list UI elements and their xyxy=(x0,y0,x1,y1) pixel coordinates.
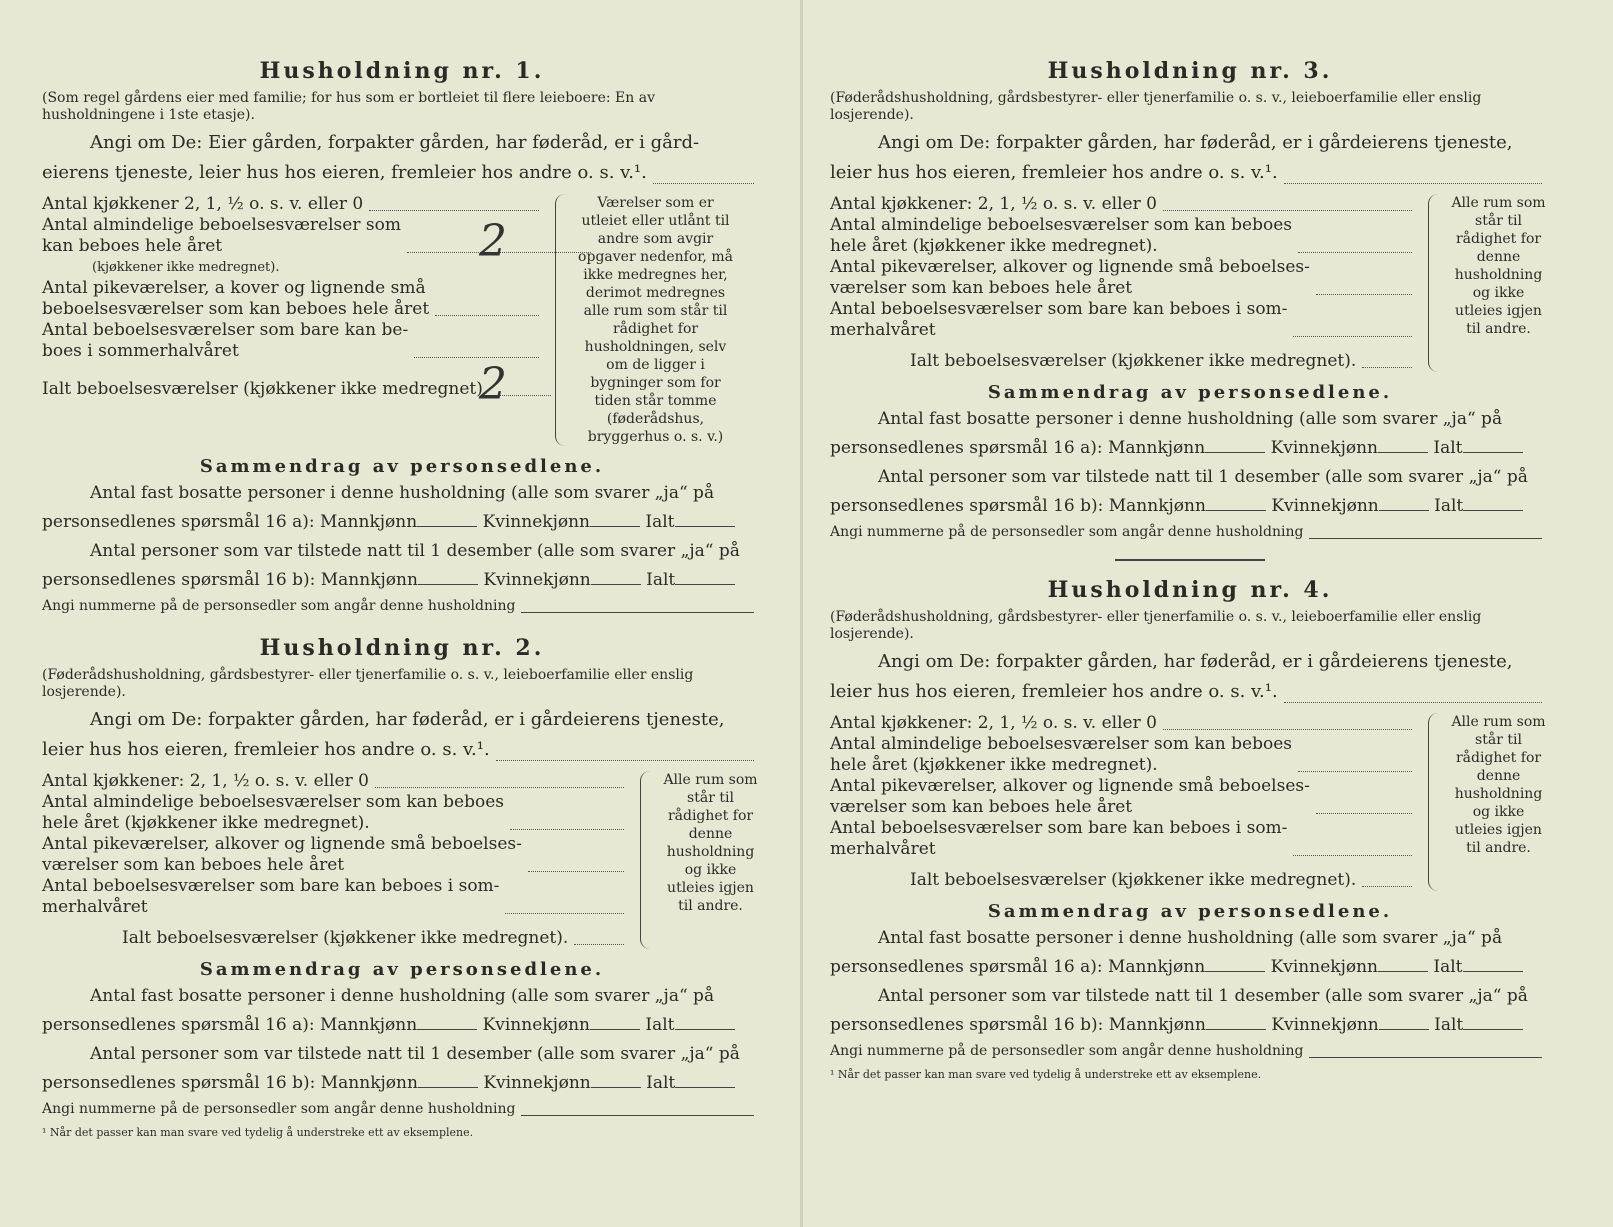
hh3-q2-male-field[interactable] xyxy=(1206,496,1266,511)
hh2-q2-male-field[interactable] xyxy=(418,1073,478,1088)
hh3-q1-male-field[interactable] xyxy=(1205,438,1265,453)
hh3-q2-female-field[interactable] xyxy=(1379,496,1429,511)
hh3-q1-total-label: Ialt xyxy=(1433,438,1463,458)
hh4-row-total-rooms: Ialt beboelsesværelser (kjøkkener ikke medregnet). xyxy=(910,870,1357,890)
hh1-q1-total-field[interactable] xyxy=(675,512,735,527)
hh2-q2-prefix: personsedlenes spørsmål 16 b): Mannkjønn xyxy=(42,1073,418,1093)
household-1-note: (Som regel gårdens eier med familie; for hus som er bortleiet til flere leieboere: En av husholdningene i 1ste etasje). xyxy=(42,90,655,123)
household-3-note: (Føderådshusholdning, gårdsbestyrer- eller tjenerfamilie o. s. v., leieboerfamilie eller enslig losjerende). xyxy=(830,90,1482,123)
hh3-numbers-label: Angi nummerne på de personsedler som angår denne husholdning xyxy=(830,524,1304,540)
hh3-q2-female-label: Kvinnekjønn xyxy=(1271,496,1379,516)
hh3-summer-rooms-field[interactable] xyxy=(1293,335,1412,337)
hh1-maid-rooms-field[interactable] xyxy=(435,314,539,316)
hh4-q1-total-label: Ialt xyxy=(1433,957,1463,977)
hh3-q2-prefix: personsedlenes spørsmål 16 b): Mannkjønn xyxy=(830,496,1206,516)
household-2-note: (Føderådshusholdning, gårdsbestyrer- eller tjenerfamilie o. s. v., leieboerfamilie eller enslig losjerende). xyxy=(42,667,694,700)
household-3 xyxy=(830,58,1550,543)
household-1-rooms xyxy=(42,194,762,446)
right-footnote: ¹ Når det passer kan man svare ved tydelig å understreke ett av eksemplene. xyxy=(830,1068,1262,1081)
hh3-q1-total-field[interactable] xyxy=(1463,438,1523,453)
hh4-q2-total-field[interactable] xyxy=(1463,1015,1523,1030)
hh2-summary-title: Sammendrag av personsedlene. xyxy=(199,959,605,980)
hh2-numbers-label: Angi nummerne på de personsedler som angår denne husholdning xyxy=(42,1101,516,1117)
household-2-status-field[interactable] xyxy=(496,759,754,761)
hh1-kitchens-field[interactable] xyxy=(369,209,539,211)
hh3-row-summer-rooms: Antal beboelsesværelser som bare kan beboes i som- merhalvåret xyxy=(830,299,1288,340)
household-2-angi-line1: Angi om De: forpakter gården, har føderåd, er i gårdeierens tjeneste, xyxy=(90,709,725,730)
hh4-q1-male-field[interactable] xyxy=(1205,957,1265,972)
hh1-row-total-rooms: Ialt beboelsesværelser (kjøkkener ikke medregnet). xyxy=(42,379,489,399)
right-page xyxy=(830,58,1550,1081)
hh2-row-maid-rooms: Antal pikeværelser, alkover og lignende små beboelses- værelser som kan beboes hele året xyxy=(42,834,522,875)
household-4-angi-line1: Angi om De: forpakter gården, har føderåd, er i gårdeierens tjeneste, xyxy=(878,651,1513,672)
hh3-brace xyxy=(1428,194,1443,372)
hh2-summer-rooms-field[interactable] xyxy=(505,912,624,914)
hh3-q2-line1: Antal personer som var tilstede natt til 1 desember (alle som svarer „ja“ på xyxy=(878,467,1528,487)
hh3-ordinary-rooms-field[interactable] xyxy=(1298,251,1412,253)
household-4-status-field[interactable] xyxy=(1284,701,1542,703)
hh3-q1-line1: Antal fast bosatte personer i denne husholdning (alle som svarer „ja“ på xyxy=(878,409,1503,429)
hh4-maid-rooms-field[interactable] xyxy=(1316,812,1412,814)
hh2-row-ordinary-rooms: Antal almindelige beboelsesværelser som kan beboes hele året (kjøkkener ikke medregnet). xyxy=(42,792,504,833)
household-2-angi-line2: leier hus hos eieren, fremleier hos andre o. s. v.¹. xyxy=(42,739,490,760)
hh4-summer-rooms-field[interactable] xyxy=(1293,854,1412,856)
hh4-kitchens-field[interactable] xyxy=(1163,728,1412,730)
hh4-summary-title: Sammendrag av personsedlene. xyxy=(987,901,1393,922)
hh3-summary-title: Sammendrag av personsedlene. xyxy=(987,382,1393,403)
hh3-maid-rooms-field[interactable] xyxy=(1316,293,1412,295)
hh1-q1-female-label: Kvinnekjønn xyxy=(482,512,590,532)
hh4-row-kitchens: Antal kjøkkener: 2, 1, ½ o. s. v. eller 0 xyxy=(830,713,1157,733)
hh2-ordinary-rooms-field[interactable] xyxy=(510,828,624,830)
hh4-side-note: Alle rum som står til rådighet for denne husholdning og ikke utleies igjen til andre. xyxy=(1451,714,1546,856)
hh3-row-maid-rooms: Antal pikeværelser, alkover og lignende små beboelses- værelser som kan beboes hele året xyxy=(830,257,1310,298)
household-2 xyxy=(42,635,762,1139)
household-3-status-field[interactable] xyxy=(1284,182,1542,184)
hh1-row-kitchens: Antal kjøkkener 2, 1, ½ o. s. v. eller 0 xyxy=(42,194,364,214)
hh1-total-rooms-value: 2 xyxy=(479,359,507,410)
hh2-q1-total-label: Ialt xyxy=(645,1015,675,1035)
hh1-side-note: Værelser som er utleiet eller utlånt til andre som avgir opgaver nedenfor, må ikke medregnes her, derimot medregnes alle rum som står til rådighet for husholdningen, selv om de ligger i bygninger som for tiden står tomme (føderådshus, bryggerhus o. s. v.) xyxy=(578,195,733,445)
hh1-row-note: (kjøkkener ikke medregnet). xyxy=(92,260,280,275)
hh2-q2-female-label: Kvinnekjønn xyxy=(483,1073,591,1093)
hh4-q1-total-field[interactable] xyxy=(1463,957,1523,972)
hh2-q1-line1: Antal fast bosatte personer i denne husholdning (alle som svarer „ja“ på xyxy=(90,986,715,1006)
hh3-q1-prefix: personsedlenes spørsmål 16 a): Mannkjønn xyxy=(830,438,1206,458)
hh4-numbers-label: Angi nummerne på de personsedler som angår denne husholdning xyxy=(830,1043,1304,1059)
section-divider xyxy=(1115,559,1265,561)
hh3-kitchens-field[interactable] xyxy=(1163,209,1412,211)
page-fold xyxy=(800,0,803,1227)
hh1-brace xyxy=(555,194,570,446)
household-2-rooms xyxy=(42,771,762,949)
hh2-q2-female-field[interactable] xyxy=(591,1073,641,1088)
hh3-q1-female-field[interactable] xyxy=(1378,438,1428,453)
household-3-rooms xyxy=(830,194,1550,372)
hh1-q1-line1: Antal fast bosatte personer i denne husholdning (alle som svarer „ja“ på xyxy=(90,483,715,503)
household-4-angi-line2: leier hus hos eieren, fremleier hos andre o. s. v.¹. xyxy=(830,681,1278,702)
hh4-q1-prefix: personsedlenes spørsmål 16 a): Mannkjønn xyxy=(830,957,1206,977)
hh2-q2-line1: Antal personer som var tilstede natt til 1 desember (alle som svarer „ja“ på xyxy=(90,1044,740,1064)
hh1-q1-male-field[interactable] xyxy=(417,512,477,527)
hh1-numbers-field[interactable] xyxy=(521,611,754,613)
hh4-q1-female-field[interactable] xyxy=(1378,957,1428,972)
hh1-q2-total-field[interactable] xyxy=(675,570,735,585)
hh1-q2-female-label: Kvinnekjønn xyxy=(483,570,591,590)
hh4-q2-total-label: Ialt xyxy=(1434,1015,1464,1035)
hh4-ordinary-rooms-field[interactable] xyxy=(1298,770,1412,772)
hh4-q1-line1: Antal fast bosatte personer i denne husholdning (alle som svarer „ja“ på xyxy=(878,928,1503,948)
household-3-title: Husholdning nr. 3. xyxy=(1047,58,1333,84)
hh3-row-ordinary-rooms: Antal almindelige beboelsesværelser som kan beboes hele året (kjøkkener ikke medregnet). xyxy=(830,215,1292,256)
hh4-numbers-field[interactable] xyxy=(1309,1056,1542,1058)
hh1-q1-female-field[interactable] xyxy=(590,512,640,527)
left-footnote: ¹ Når det passer kan man svare ved tydelig å understreke ett av eksemplene. xyxy=(42,1126,474,1139)
household-4-note: (Føderådshusholdning, gårdsbestyrer- eller tjenerfamilie o. s. v., leieboerfamilie eller enslig losjerende). xyxy=(830,609,1482,642)
hh4-q2-female-field[interactable] xyxy=(1379,1015,1429,1030)
hh2-brace xyxy=(640,771,655,949)
hh3-q2-total-label: Ialt xyxy=(1434,496,1464,516)
hh1-summary-title: Sammendrag av personsedlene. xyxy=(199,456,605,477)
household-4 xyxy=(830,577,1550,1081)
hh1-row-ordinary-rooms: Antal almindelige beboelsesværelser som kan beboes hele året xyxy=(42,215,401,256)
hh1-q2-total-label: Ialt xyxy=(646,570,676,590)
hh1-q2-male-field[interactable] xyxy=(418,570,478,585)
hh2-row-total-rooms: Ialt beboelsesværelser (kjøkkener ikke medregnet). xyxy=(122,928,569,948)
left-page xyxy=(42,58,762,1139)
hh1-q2-female-field[interactable] xyxy=(591,570,641,585)
household-1-angi-line2: eierens tjeneste, leier hus hos eieren, fremleier hos andre o. s. v.¹. xyxy=(42,162,647,183)
hh3-row-total-rooms: Ialt beboelsesværelser (kjøkkener ikke medregnet). xyxy=(910,351,1357,371)
household-1-title: Husholdning nr. 1. xyxy=(259,58,545,84)
hh2-maid-rooms-field[interactable] xyxy=(528,870,624,872)
hh3-q2-total-field[interactable] xyxy=(1463,496,1523,511)
hh3-numbers-field[interactable] xyxy=(1309,537,1542,539)
hh1-q1-total-label: Ialt xyxy=(645,512,675,532)
household-3-angi-line2: leier hus hos eieren, fremleier hos andre o. s. v.¹. xyxy=(830,162,1278,183)
hh2-q1-female-field[interactable] xyxy=(590,1015,640,1030)
hh4-q2-male-field[interactable] xyxy=(1206,1015,1266,1030)
hh3-row-kitchens: Antal kjøkkener: 2, 1, ½ o. s. v. eller 0 xyxy=(830,194,1157,214)
household-2-title: Husholdning nr. 2. xyxy=(259,635,545,661)
household-4-title: Husholdning nr. 4. xyxy=(1047,577,1333,603)
hh4-q2-prefix: personsedlenes spørsmål 16 b): Mannkjønn xyxy=(830,1015,1206,1035)
hh1-ordinary-rooms-value: 2 xyxy=(479,216,507,267)
hh2-side-note: Alle rum som står til rådighet for denne husholdning og ikke utleies igjen til andre. xyxy=(663,772,758,914)
hh2-q1-female-label: Kvinnekjønn xyxy=(482,1015,590,1035)
hh3-side-note: Alle rum som står til rådighet for denne husholdning og ikke utleies igjen til andre. xyxy=(1451,195,1546,337)
hh4-row-ordinary-rooms: Antal almindelige beboelsesværelser som kan beboes hele året (kjøkkener ikke medregnet). xyxy=(830,734,1292,775)
hh1-summer-rooms-field[interactable] xyxy=(414,356,539,358)
hh4-brace xyxy=(1428,713,1443,891)
hh1-q2-line1: Antal personer som var tilstede natt til 1 desember (alle som svarer „ja“ på xyxy=(90,541,740,561)
household-1 xyxy=(42,58,762,617)
hh4-total-rooms-field[interactable] xyxy=(1362,885,1412,887)
hh2-numbers-field[interactable] xyxy=(521,1114,754,1116)
household-1-angi-line1: Angi om De: Eier gården, forpakter gården, har føderåd, er i gård- xyxy=(90,132,700,153)
hh1-q1-prefix: personsedlenes spørsmål 16 a): Mannkjønn xyxy=(42,512,418,532)
hh2-q1-male-field[interactable] xyxy=(417,1015,477,1030)
hh4-q2-female-label: Kvinnekjønn xyxy=(1271,1015,1379,1035)
hh2-q1-total-field[interactable] xyxy=(675,1015,735,1030)
hh2-total-rooms-field[interactable] xyxy=(574,943,624,945)
hh3-q1-female-label: Kvinnekjønn xyxy=(1270,438,1378,458)
hh2-row-summer-rooms: Antal beboelsesværelser som bare kan beboes i som- merhalvåret xyxy=(42,876,500,917)
household-1-status-field[interactable] xyxy=(653,182,754,184)
hh4-q2-line1: Antal personer som var tilstede natt til 1 desember (alle som svarer „ja“ på xyxy=(878,986,1528,1006)
hh4-q1-female-label: Kvinnekjønn xyxy=(1270,957,1378,977)
hh1-row-maid-rooms: Antal pikeværelser, a kover og lignende små beboelsesværelser som kan beboes hele året xyxy=(42,278,430,319)
hh3-total-rooms-field[interactable] xyxy=(1362,366,1412,368)
hh2-row-kitchens: Antal kjøkkener: 2, 1, ½ o. s. v. eller 0 xyxy=(42,771,369,791)
hh2-q2-total-label: Ialt xyxy=(646,1073,676,1093)
hh1-row-summer-rooms: Antal beboelsesværelser som bare kan be- boes i sommerhalvåret xyxy=(42,320,409,361)
hh1-numbers-label: Angi nummerne på de personsedler som angår denne husholdning xyxy=(42,598,516,614)
hh2-kitchens-field[interactable] xyxy=(375,786,624,788)
household-3-angi-line1: Angi om De: forpakter gården, har føderåd, er i gårdeierens tjeneste, xyxy=(878,132,1513,153)
household-4-rooms xyxy=(830,713,1550,891)
hh4-row-maid-rooms: Antal pikeværelser, alkover og lignende små beboelses- værelser som kan beboes hele året xyxy=(830,776,1310,817)
hh2-q1-prefix: personsedlenes spørsmål 16 a): Mannkjønn xyxy=(42,1015,418,1035)
hh1-q2-prefix: personsedlenes spørsmål 16 b): Mannkjønn xyxy=(42,570,418,590)
hh2-q2-total-field[interactable] xyxy=(675,1073,735,1088)
hh4-row-summer-rooms: Antal beboelsesværelser som bare kan beboes i som- merhalvåret xyxy=(830,818,1288,859)
